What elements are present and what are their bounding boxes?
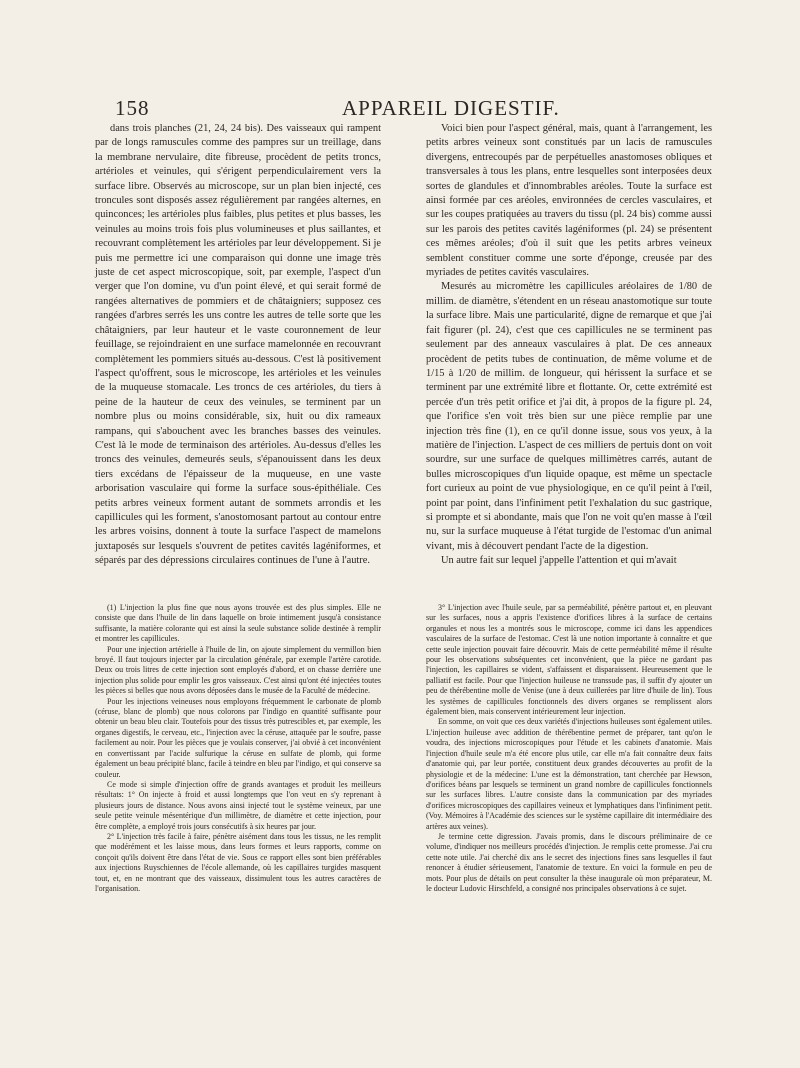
footnote-paragraph: Pour une injection artérielle à l'huile de lin, on ajoute simplement du vermillon bien broyé. Il faut toujours injecter par la circulation générale, par exemple l'artère carotide. Deux ou trois litres de cette injection sont employés d'abord, et on chasse derrière une injection plus solide pour emplir les gros vaisseaux. C'est ainsi qu'ont été injectées toutes les pièces si belles que nous avons déposées dans le musée de la Faculté de médecine.	[95, 644, 381, 696]
body-column-right	[426, 122, 712, 569]
page-header	[95, 96, 707, 120]
footnote-paragraph: Je termine cette digression. J'avais promis, dans le discours préliminaire de ce volume, d'indiquer nos meilleurs procédés d'injection. Je remplis cette promesse. J'ai cru cette note utile. J'ai cherché dix ans le secret des injections fines sans lesquelles il faut renoncer à étudier sérieusement, l'anatomie de texture. En voici la formule en peu de mots. Pour plus de détails on peut consulter la thèse inaugurale où mon préparateur, M. le docteur Ludovic Hirschfeld, a consigné nos principales observations à ce sujet.	[426, 831, 712, 893]
footnote-paragraph: 3° L'injection avec l'huile seule, par sa perméabilité, pénètre partout et, en pleuvant sur les surfaces, nous a appris l'existence d'orifices libres à la surface de certains organules et nous les a montrés sous le microscope, comme ici dans les appendices vasculaires de la surface de l'estomac. C'est là une notion importante à connaître et que cette seule injection pouvait faire découvrir. Mais de cette perméabilité même il résulte pour les observations subséquentes cet inconvénient, que la pièce ne gardant pas l'injection, les capillaires se vident, s'affaissent et disparaissent. Heureusement que le palliatif est facile. Pour que l'injection huileuse ne transsude pas, il suffit d'y ajouter un peu de thérébentine molle de Venise (une à deux cuillerées par litre d'huile de lin). Tous les systèmes de capillicules fonctionnels des divers organes se remplissent alors également bien, mais conservent intérieurement leur injection.	[426, 603, 712, 717]
body-paragraph: dans trois planches (21, 24, 24 bis). Des vaisseaux qui rampent par de longs ramuscules comme des pampres sur un treillage, dans la membrane nervulaire, dite fibreuse, procèdent de petits troncs, artérioles et veinules, qui s'érigent perpendiculairement vers la surface libre. Observés au microscope, sur un plan bien injecté, ces troncules sont disposés assez régulièrement par rangées alternes, en quinconces; les artérioles plus faibles, plus petites et plus basses, les veinules au moins trois fois plus volumineuses et plus saillantes, et recouvrant complètement les artérioles par leur développement. Si je puis me permettre ici une comparaison qui donne une image très juste de cet aspect microscopique, soit, par exemple, l'aspect d'un verger que l'on domine, vu d'un point élevé, et qui serait formé de rangées alternatives de pommiers et de châtaigniers; supposez ces rangées d'arbres serrés les uns contre les autres de telle sorte que les châtaigniers, par leur hauteur et le vaste couronnement de leur feuillage, se rejoindraient en une surface mamelonnée en recouvrant complètement les pommiers situés au-dessous. C'est là positivement l'aspect qu'offrent, sous le microscope, les artérioles et les veinules de la muqueuse stomacale. Les troncs de ces artérioles, du tiers à peine de la hauteur de ceux des veinules, se terminent par un nombre plus ou moins considérable, six, huit ou dix rameaux rampans, qui s'abouchent avec les branches basses des veinules. C'est là le mode de terminaison des artérioles. Au-dessus d'elles les troncs des veinules, demeurés seuls, s'épanouissent dans les deux tiers excédans de l'épaisseur de la muqueuse, en une vaste arborisation vasculaire qui forme la surface sous-épithéliale. Ces petits arbres veineux forment autant de sommets arrondis et les capillicules qui les forment, s'anostomosant partout au contour entre les arbres voisins, donnent à toute la surface l'aspect de mamelons juxtaposés sur lesquels s'ouvrent de petites cavités lagéniformes, et séparés par des dépressions circulaires continues de l'une à l'autre.	[95, 123, 381, 567]
footnote-paragraph: 2° L'injection très facile à faire, pénètre aisément dans tous les tissus, ne les remplit que modérément et les laisse mous, dans leurs formes et leurs rapports, comme on conçoit qu'ils doivent être dans l'état de vie. Sous ce rapport elles sont bien préférables aux injections Ruyschiennes de l'école allemande, où les capillaires turgides masquent tout, et, en ne montrant que des vaisseaux, dissimulent tous les autres caractères de l'organisation.	[95, 831, 381, 893]
body-paragraph: Voici bien pour l'aspect général, mais, quant à l'arrangement, les petits arbres veineux sont constitués par un lacis de ramuscules divergens, entrecoupés par de perpétuelles anastomoses obliques et transversales à tous les plans, entre lesquelles sont interposées deux sortes de glandules et d'innombrables aréoles. Toute la surface est ainsi formée par ces aréoles, environnées de cercles vasculaires, et sur les coupes pratiquées au travers du tissu (pl. 24 bis) comme aussi sur les parois des petites cavités lagéniformes (pl. 24) se présentent ces mêmes aréoles; d'où il suit que les petits arbres veineux semblent constituer comme une sorte d'éponge, creusée par des myriades de petites cavités vasculaires.	[426, 123, 712, 279]
running-title: APPAREIL DIGESTIF.	[342, 96, 560, 120]
footnote-paragraph: En somme, on voit que ces deux variétés d'injections huileuses sont également utiles. L'injection huileuse avec addition de thérébentine permet de préparer, tant qu'on le voudra, des injections microscopiques pour l'étude et les cabinets d'anatomie. Mais l'injection d'huile seule m'a été encore plus utile, car elle m'a fait connaître deux faits d'anatomie qui, par leur portée, constituent deux grandes découvertes au profit de la physiologie et de la médecine: L'une est la démonstration, tant cherchée par Hewson, d'orifices béans par lesquels se terminent un grand nombre de capillicules fonctionnels sur les surfaces libres. L'autre consiste dans la communication par des myriades d'orifices microscopiques des capillaires veineux et lymphatiques dans l'infiniment petit. (Voy. Mémoires à l'Académie des sciences sur le système capillaire dit intermédiaire des artères aux veines).	[426, 717, 712, 831]
body-paragraph: Mesurés au micromètre les capillicules aréolaires de 1/80 de millim. de diamètre, s'étendent en un réseau anastomotique sur toute la surface libre. Mais une particularité, digne de remarque et que j'ai fait figurer (pl. 24), c'est que ces capillicules ne se terminent pas seulement par des anneaux vasculaires à plat. De ces anneaux procèdent de petits tubes de continuation, de même volume et de 1/15 à 1/20 de millim. de longueur, qui hérissent la surface et se terminent par une extrémité libre et flottante. Or, cette extrémité est percée d'un très petit orifice et j'ai dit, à propos de la figure pl. 24, que l'orifice s'en voit très bien sur une pièce remplie par une injection très fine (1), en ce qu'il donne issue, sous vos yeux, à la matière de l'injection. L'aspect de ces milliers de pertuis dont on voit sourdre, sur une surface de quelques millimètres carrés, autant de bulles microscopiques d'un liquide opaque, est même un spectacle fort curieux au point de vue physiologique, en ce qu'il peint à l'œil, point par point, dans l'infiniment petit l'exhalation du suc gastrique, si prompte et si abondante, mais que l'on ne voit qu'en masse à l'œil nu, sur la surface muqueuse à l'état turgide de l'estomac d'un animal vivant, mis à découvert pendant l'acte de la digestion.	[426, 281, 712, 552]
footnote-paragraph: Pour les injections veineuses nous employons fréquemment le carbonate de plomb (céruse, blanc de plomb) que nous colorons par l'indigo en quantité suffisante pour obtenir un beau bleu clair. Toutefois pour des tissus très putrescibles et, par exemple, les organes digestifs, le cerveau, etc., l'injection avec la céruse, attaquée par le soufre, passe facilement au noir. Pour les pièces que je voulais conserver, j'ai obvié à cet inconvénient en convertissant par l'acide sulfurique la céruse en sulfate de plomb, qui forme également un beau précipité blanc, facile à teindre en bleu par l'indigo, et qui conserve sa couleur.	[95, 696, 381, 779]
body-paragraph: Un autre fait sur lequel j'appelle l'attention et qui m'avait	[441, 555, 677, 567]
footnote-paragraph: (1) L'injection la plus fine que nous ayons trouvée est des plus simples. Elle ne consiste que dans l'huile de lin dans laquelle on broie intimement jusqu'à consistance suffisante, la matière colorante qui est ainsi la seule substance solide destinée à remplir et montrer les capillicules.	[95, 603, 381, 644]
footnotes-column-left	[95, 603, 381, 894]
footnote-paragraph: Ce mode si simple d'injection offre de grands avantages et produit les meilleurs résultats: 1° On injecte à froid et aussi longtemps que l'on veut en s'y reprenant à plusieurs jours de distance. Nous avons ainsi injecté tout le système veineux, par une seule petite veinule mésentérique d'un millimètre, de diamètre et cette injection, pour être complète, a employé trois jours consécutifs à six heures par jour.	[95, 779, 381, 831]
body-column-left	[95, 122, 381, 569]
footnotes-column-right	[426, 603, 712, 894]
page-number: 158	[115, 96, 150, 120]
